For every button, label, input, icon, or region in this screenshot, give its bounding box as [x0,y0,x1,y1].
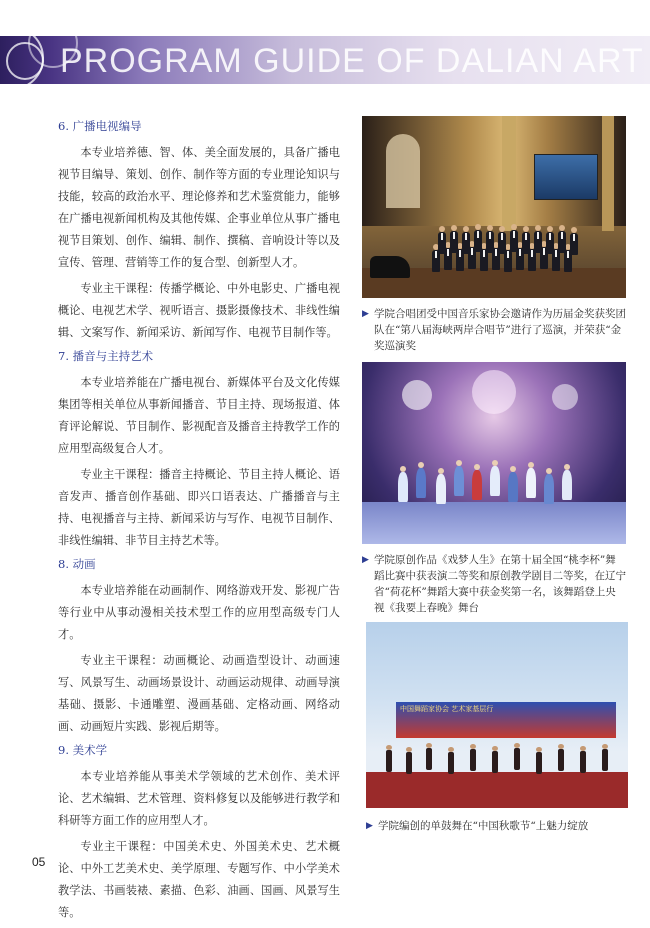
drum-dancer [492,751,498,773]
section-paragraph: 专业主干课程：动画概论、动画造型设计、动画速写、风景写生、动画场景设计、动画运动规律、动画导演基础、摄影、卡通雕塑、漫画基础、定格动画、网络动画、动画短片实践、影视后期等。 [58,654,340,733]
choir-singer [558,231,566,253]
drum-dancer [426,748,432,770]
piano [370,256,410,278]
choir-singer [450,231,458,253]
section-paragraph: 本专业培养能在动画制作、网络游戏开发、影视广告等行业中从事动漫相关技术型工作的应用型高级专门人才。 [58,584,340,641]
dancer [508,472,518,502]
choir-singer [522,232,530,254]
stage-light [402,380,432,410]
photo-choir-performance [362,116,626,298]
section-animation [58,556,340,738]
photo-caption [366,818,628,834]
choir-singer [534,231,542,253]
drum-dancer [580,751,586,773]
section-broadcast-directing [58,118,340,344]
choir-singer [438,232,446,254]
header-banner [0,36,650,84]
stage-arch [386,134,420,208]
choir-singer [486,231,494,253]
stage-floor [362,502,626,544]
choir-singer [546,232,554,254]
stage-screen [534,154,598,200]
dancer [436,474,446,504]
photo-caption [362,552,626,616]
drum-dancer [406,752,412,774]
caption-bullet-icon: ▶ [362,555,369,565]
section-heading: 8. 动画 [58,557,96,571]
caption-text: 学院原创作品《戏梦人生》在第十届全国“桃李杯”舞蹈比赛中获表演二等奖和原创教学剧目二等奖，在辽宁省“荷花杯”舞蹈大赛中获金奖第一名，该舞蹈登上央视《我要上春晚》舞台 [374,554,626,614]
choir-singer [498,232,506,254]
dancer [490,466,500,496]
banner-title: PROGRAM GUIDE OF DALIAN ART [60,42,644,80]
stage-light [472,370,516,414]
stage-light [552,384,578,410]
drum-dancer [602,749,608,771]
section-paragraph: 本专业培养能从事美术学领域的艺术创作、美术评论、艺术编辑、艺术管理、资料修复以及能够进行教学和科研等方面工作的应用型人才。 [58,770,340,827]
section-fine-arts [58,742,340,924]
dancer [472,470,482,500]
section-heading: 7. 播音与主持艺术 [58,349,154,363]
caption-text: 学院合唱团受中国音乐家协会邀请作为历届金奖获奖团队在“第八届海峡两岸合唱节”进行了巡演，并荣获“金奖巡演奖 [374,308,626,352]
dancer [544,474,554,504]
stage-banner [396,702,616,738]
section-heading: 9. 美术学 [58,743,108,757]
photo-dance-performance [362,362,626,544]
section-paragraph: 本专业培养能在广播电视台、新媒体平台及文化传媒集团等相关单位从事新闻播音、节目主持、现场报道、体育评论解说、节目制作、影视配音及播音主持教学工作的应用型高级复合人才。 [58,376,340,455]
caption-text: 学院编创的单鼓舞在“中国秋歌节“上魅力绽放 [378,820,589,832]
choir-singer [510,230,518,252]
stage-banner-text: 中国舞蹈家协会 艺术家基层行 [400,705,494,713]
drum-dancer [470,749,476,771]
section-paragraph: 专业主干课程：传播学概论、中外电影史、广播电视概论、电视艺术学、视听语言、摄影摄像技术、非线性编辑、文案写作、新闻采访、新闻写作、电视节目制作等。 [58,282,340,339]
section-broadcasting-hosting [58,348,340,552]
drum-dancer [448,752,454,774]
dancer [416,468,426,498]
drum-dancer [386,750,392,772]
choir-singer [474,230,482,252]
section-paragraph: 专业主干课程：中国美术史、外国美术史、艺术概论、中外工艺美术史、美学原理、专题写作、中小学美术教学法、书画装裱、素描、色彩、油画、国画、风景写生等。 [58,840,340,919]
drum-dancer [536,752,542,774]
section-heading: 6. 广播电视编导 [58,119,142,133]
photo-caption [362,306,626,354]
drum-dancer [558,749,564,771]
stage-platform [366,772,628,808]
page-number: 05 [32,855,46,869]
dancer [562,470,572,500]
section-paragraph: 专业主干课程：播音主持概论、节目主持人概论、语音发声、播音创作基础、即兴口语表达、广播播音与主持、电视播音与主持、新闻采访与写作、电视节目制作、非线性编辑、非节目主持艺术等。 [58,468,340,547]
caption-bullet-icon: ▶ [366,821,373,831]
choir-singer [570,233,578,255]
choir-singer [462,232,470,254]
stage-pillar [502,116,516,231]
section-paragraph: 本专业培养德、智、体、美全面发展的，具备广播电视节目编导、策划、创作、制作等方面的专业理论知识与技能，较高的政治水平、理论修养和艺术鉴赏能力，能够在广播电视新闻机构及其他传媒、企事业单位从事广播电视节目策划、创作、编辑、制作、撰稿、音响设计等以及宣传、管理、营销等工作的复合型、创新型人才。 [58,146,340,269]
dancer [526,468,536,498]
stage-pillar [602,116,614,231]
dancer [398,472,408,502]
photo-drum-dance [366,622,628,808]
drum-dancer [514,748,520,770]
program-text-column [58,118,340,928]
caption-bullet-icon: ▶ [362,309,369,319]
dancer [454,466,464,496]
